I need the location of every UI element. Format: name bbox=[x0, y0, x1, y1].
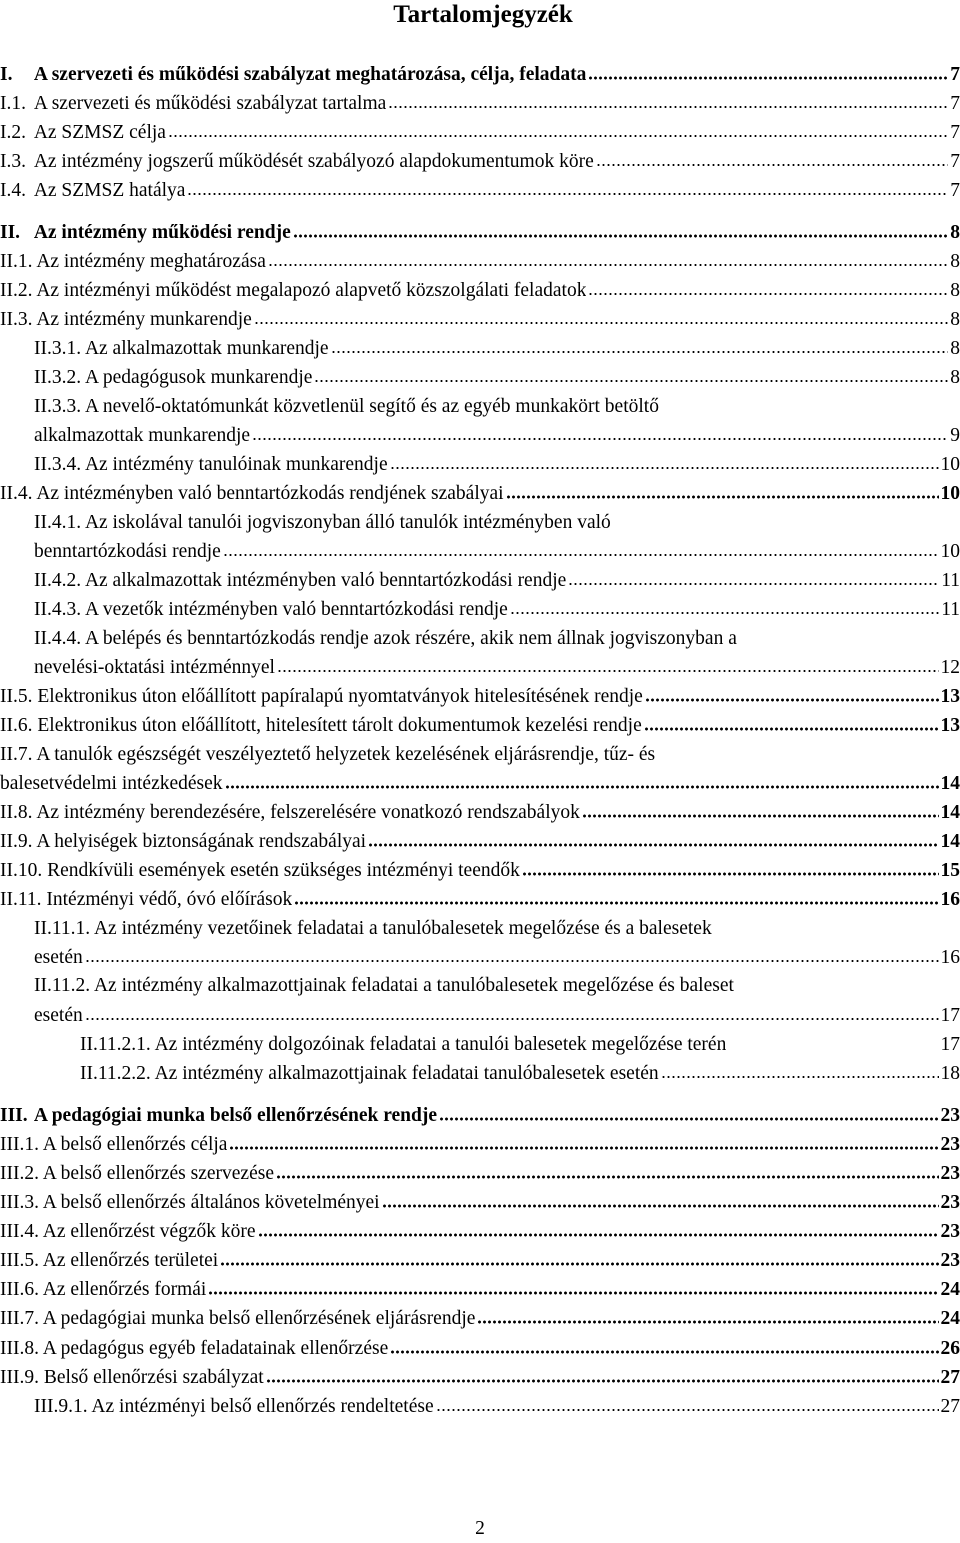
toc-entry-heading bbox=[80, 1031, 726, 1060]
toc-entry[interactable] bbox=[0, 1305, 960, 1334]
toc-entry-number: I.4. bbox=[0, 179, 26, 201]
toc-entry-heading bbox=[34, 393, 659, 422]
toc-entry-page: 24 bbox=[940, 1308, 960, 1330]
toc-entry-number: II.4.4. bbox=[34, 627, 82, 649]
dot-leader bbox=[506, 480, 939, 500]
toc-entry-heading bbox=[34, 567, 566, 596]
toc-entry-page: 14 bbox=[940, 772, 960, 794]
toc-entry[interactable] bbox=[0, 393, 960, 451]
dot-leader bbox=[588, 277, 948, 297]
toc-entry-title: A pedagógusok munkarendje bbox=[84, 367, 313, 389]
toc-entry[interactable] bbox=[0, 1030, 960, 1059]
toc-entry-heading bbox=[0, 61, 586, 90]
dot-leader bbox=[645, 682, 939, 702]
toc-entry-heading bbox=[34, 915, 712, 944]
toc-entry-number: III.7. bbox=[0, 1308, 39, 1330]
toc-entry-title-continued: nevelési-oktatási intézménnyel bbox=[34, 656, 275, 678]
toc-entry[interactable] bbox=[0, 682, 960, 711]
toc-entry-heading bbox=[0, 886, 292, 915]
toc-entry-page: 17 bbox=[940, 1004, 960, 1026]
toc-entry-page: 18 bbox=[940, 1062, 960, 1084]
toc-entry-number: III.4. bbox=[0, 1221, 39, 1243]
toc-entry-number: III.5. bbox=[0, 1250, 39, 1272]
toc-entry-number: III.1. bbox=[0, 1133, 39, 1155]
toc-entry-page: 9 bbox=[950, 425, 960, 447]
dot-leader bbox=[439, 1101, 939, 1121]
dot-leader bbox=[223, 538, 939, 558]
toc-entry-number: II.7. bbox=[0, 743, 33, 765]
toc-entry-number: I.1. bbox=[0, 92, 26, 114]
toc-entry-number: III.8. bbox=[0, 1337, 39, 1359]
toc-entry[interactable] bbox=[0, 335, 960, 364]
toc-entry-heading bbox=[0, 1276, 206, 1305]
toc-entry-title: Az intézmény alkalmazottjainak feladatai tanulóbalesetek esetén bbox=[154, 1062, 659, 1084]
dot-leader bbox=[268, 248, 948, 268]
toc-entry-title: Elektronikus úton előállított, hitelesített tárolt dokumentumok kezelési rendje bbox=[37, 715, 642, 737]
toc-entry-heading bbox=[0, 248, 266, 277]
dot-leader bbox=[382, 1189, 939, 1209]
toc-entry-page: 7 bbox=[950, 121, 960, 143]
toc-entry-heading bbox=[0, 1364, 264, 1393]
toc-entry-title: Az intézmény meghatározása bbox=[36, 251, 266, 273]
toc-entry[interactable] bbox=[0, 1363, 960, 1392]
toc-entry-number: III. bbox=[0, 1104, 28, 1126]
table-of-contents bbox=[0, 60, 960, 1421]
dot-leader bbox=[368, 827, 938, 847]
toc-entry-title-continued: esetén bbox=[34, 1004, 83, 1026]
toc-entry-title: A tanulók egészségét veszélyeztető helyzetek kezelésének eljárásrendje, tűz- és bbox=[36, 743, 656, 765]
toc-entry-heading bbox=[0, 1335, 388, 1364]
toc-entry-title: A nevelő-oktatómunkát közvetlenül segítő és az egyéb munkakört betöltő bbox=[84, 396, 659, 418]
toc-entry[interactable] bbox=[0, 1159, 960, 1188]
toc-entry[interactable] bbox=[0, 364, 960, 393]
toc-entry-title: Az iskolával tanulói jogviszonyban álló tanulók intézményben való bbox=[84, 511, 611, 533]
dot-leader bbox=[187, 176, 948, 196]
toc-entry-heading bbox=[0, 683, 643, 712]
toc-entry-title: A belső ellenőrzés célja bbox=[42, 1133, 228, 1155]
toc-entry-page: 11 bbox=[941, 570, 960, 592]
toc-entry-page: 13 bbox=[940, 685, 960, 707]
toc-entry-title: Az intézmény berendezésére, felszerelésére vonatkozó rendszabályok bbox=[36, 801, 580, 823]
toc-entry-page: 27 bbox=[940, 1395, 960, 1417]
dot-leader bbox=[168, 118, 948, 138]
toc-entry-number: II. bbox=[0, 221, 21, 243]
toc-entry[interactable] bbox=[0, 176, 960, 205]
toc-entry-number: III.9. bbox=[0, 1366, 39, 1388]
toc-entry[interactable] bbox=[0, 567, 960, 596]
dot-leader bbox=[390, 1334, 938, 1354]
toc-entry-heading bbox=[0, 277, 586, 306]
toc-entry-title: Az SZMSZ hatálya bbox=[33, 179, 186, 201]
toc-entry-heading bbox=[0, 1218, 256, 1247]
toc-entry-title: Intézményi védő, óvó előírások bbox=[46, 889, 293, 911]
toc-entry-title: Az intézmény működési rendje bbox=[33, 221, 291, 243]
toc-entry-number: III.2. bbox=[0, 1162, 39, 1184]
toc-entry-title: A belső ellenőrzés szervezése bbox=[42, 1162, 274, 1184]
toc-entry-title: Az intézmény tanulóinak munkarendje bbox=[84, 454, 388, 476]
toc-entry-number: II.3.1. bbox=[34, 338, 82, 360]
dot-leader bbox=[436, 1392, 939, 1412]
toc-entry-number: III.9.1. bbox=[34, 1395, 88, 1417]
toc-entry-page: 17 bbox=[940, 1033, 960, 1055]
toc-entry-title: Az intézmény alkalmazottjainak feladatai a tanulóbalesetek megelőzése és baleset bbox=[93, 975, 734, 997]
toc-entry-heading bbox=[0, 741, 655, 770]
dot-leader bbox=[252, 422, 948, 442]
toc-entry-title: Rendkívüli események esetén szükséges intézményi teendők bbox=[47, 860, 520, 882]
toc-entry-title: A pedagógus egyéb feladatainak ellenőrzése bbox=[42, 1337, 389, 1359]
toc-entry-number: II.1. bbox=[0, 251, 33, 273]
toc-entry-page: 27 bbox=[940, 1366, 960, 1388]
dot-leader bbox=[644, 712, 939, 732]
toc-entry-heading bbox=[0, 712, 642, 741]
toc-entry-title-continued: balesetvédelmi intézkedések bbox=[0, 772, 223, 794]
toc-entry-heading bbox=[34, 451, 388, 480]
toc-entry-title-continued: benntartózkodási rendje bbox=[34, 541, 221, 562]
toc-entry-page: 14 bbox=[940, 801, 960, 823]
dot-leader bbox=[276, 1159, 939, 1179]
toc-entry-page: 23 bbox=[940, 1162, 960, 1184]
toc-entry-page: 8 bbox=[950, 251, 960, 273]
dot-leader bbox=[596, 147, 949, 167]
toc-entry-title: Az ellenőrzést végzők köre bbox=[42, 1221, 256, 1243]
dot-leader bbox=[588, 60, 948, 80]
toc-entry-heading bbox=[0, 480, 504, 509]
toc-entry-number: II.11. bbox=[0, 889, 42, 911]
dot-leader bbox=[293, 218, 949, 238]
toc-entry-number: I. bbox=[0, 63, 13, 85]
toc-entry-page: 10 bbox=[940, 541, 960, 562]
toc-entry-number: II.11.2. bbox=[34, 975, 91, 997]
toc-entry-title-continued: esetén bbox=[34, 946, 83, 968]
toc-entry-page: 8 bbox=[950, 221, 960, 243]
toc-entry-heading bbox=[0, 1247, 218, 1276]
toc-entry-heading bbox=[34, 509, 611, 538]
toc-entry-heading bbox=[34, 1393, 434, 1422]
toc-entry-page: 7 bbox=[950, 92, 960, 114]
toc-entry-heading bbox=[0, 177, 185, 206]
toc-entry[interactable] bbox=[0, 60, 960, 89]
toc-entry-title: Az ellenőrzés formái bbox=[42, 1279, 207, 1301]
toc-entry-heading bbox=[0, 1160, 274, 1189]
dot-leader bbox=[208, 1276, 938, 1296]
toc-entry[interactable] bbox=[0, 1130, 960, 1159]
toc-entry-page: 13 bbox=[940, 715, 960, 737]
toc-entry-number: II.3.3. bbox=[34, 396, 82, 418]
dot-leader bbox=[728, 1030, 938, 1050]
toc-entry-page: 16 bbox=[940, 889, 960, 911]
toc-entry-title: Az intézmény jogszerű működését szabályozó alapdokumentumok köre bbox=[33, 150, 594, 172]
toc-entry-number: I.2. bbox=[0, 121, 26, 143]
toc-entry-heading bbox=[34, 625, 737, 654]
toc-entry[interactable] bbox=[0, 509, 960, 567]
toc-entry[interactable] bbox=[0, 596, 960, 625]
toc-entry-heading bbox=[0, 1305, 475, 1334]
toc-entry[interactable] bbox=[0, 1218, 960, 1247]
toc-entry-heading bbox=[0, 799, 580, 828]
toc-entry[interactable] bbox=[0, 915, 960, 973]
toc-entry-page: 16 bbox=[940, 946, 960, 968]
toc-entry-page: 8 bbox=[950, 309, 960, 331]
toc-entry-heading bbox=[0, 1131, 227, 1160]
dot-leader bbox=[477, 1305, 938, 1325]
dot-leader bbox=[582, 798, 939, 818]
toc-entry-title: Az SZMSZ célja bbox=[33, 121, 166, 143]
toc-entry-page: 23 bbox=[940, 1133, 960, 1155]
dot-leader bbox=[388, 89, 948, 109]
toc-entry-page: 11 bbox=[941, 599, 960, 621]
toc-entry[interactable] bbox=[0, 1059, 960, 1088]
toc-entry-page: 14 bbox=[940, 830, 960, 852]
toc-entry-heading bbox=[34, 364, 312, 393]
toc-entry-page: 15 bbox=[940, 860, 960, 882]
toc-entry-heading bbox=[0, 828, 366, 857]
toc-entry-title: A belépés és benntartózkodás rendje azok részére, akik nem állnak jogviszonyban a bbox=[84, 627, 737, 649]
toc-entry-title: Az intézmény dolgozóinak feladatai a tanulói balesetek megelőzése terén bbox=[154, 1033, 727, 1055]
toc-entry-title: A belső ellenőrzés általános követelményei bbox=[42, 1192, 380, 1214]
toc-entry-page: 10 bbox=[940, 454, 960, 476]
toc-entry[interactable] bbox=[0, 1101, 960, 1130]
toc-entry-number: I.3. bbox=[0, 150, 26, 172]
toc-entry-heading bbox=[0, 90, 386, 119]
toc-entry[interactable] bbox=[0, 827, 960, 856]
toc-entry-title: Az intézményi belső ellenőrzés rendeltetése bbox=[91, 1395, 434, 1417]
dot-leader bbox=[220, 1247, 938, 1267]
toc-entry[interactable] bbox=[0, 147, 960, 176]
toc-entry-page: 7 bbox=[950, 150, 960, 172]
toc-entry-heading bbox=[80, 1060, 659, 1089]
toc-entry[interactable] bbox=[0, 1189, 960, 1218]
toc-entry-title: Az intézmény munkarendje bbox=[36, 309, 252, 331]
toc-entry-number: II.10. bbox=[0, 860, 43, 882]
toc-entry-heading bbox=[34, 335, 329, 364]
toc-entry-number: II.2. bbox=[0, 280, 33, 302]
toc-entry-number: II.11.1. bbox=[34, 917, 91, 939]
toc-entry-heading bbox=[0, 148, 594, 177]
toc-entry[interactable] bbox=[0, 798, 960, 827]
toc-entry[interactable] bbox=[0, 972, 960, 1030]
toc-entry-page: 12 bbox=[940, 656, 960, 678]
toc-entry-title: A pedagógiai munka belső ellenőrzésének eljárásrendje bbox=[42, 1308, 476, 1330]
toc-entry-number: II.3.4. bbox=[34, 454, 82, 476]
toc-entry-number: II.4.1. bbox=[34, 511, 82, 533]
toc-entry-page: 23 bbox=[940, 1104, 960, 1126]
toc-entry-page: 23 bbox=[940, 1250, 960, 1272]
toc-entry-heading bbox=[0, 306, 252, 335]
dot-leader bbox=[254, 306, 948, 326]
dot-leader bbox=[331, 335, 949, 355]
toc-entry-title: Az alkalmazottak munkarendje bbox=[84, 338, 329, 360]
dot-leader bbox=[522, 857, 939, 877]
toc-entry-page: 23 bbox=[940, 1192, 960, 1214]
dot-leader bbox=[85, 943, 939, 963]
toc-entry[interactable] bbox=[0, 741, 960, 799]
toc-entry-page: 8 bbox=[950, 367, 960, 389]
toc-entry[interactable] bbox=[0, 712, 960, 741]
toc-entry-heading bbox=[34, 596, 508, 625]
toc-entry[interactable] bbox=[0, 118, 960, 147]
toc-entry-number: II.4. bbox=[0, 483, 33, 505]
toc-entry-heading bbox=[0, 119, 166, 148]
dot-leader bbox=[294, 886, 938, 906]
toc-entry-page: 24 bbox=[940, 1279, 960, 1301]
dot-leader bbox=[510, 596, 939, 616]
toc-entry-title: Az intézményben való benntartózkodás rendjének szabályai bbox=[36, 483, 504, 505]
toc-entry[interactable] bbox=[0, 480, 960, 509]
toc-entry-number: III.3. bbox=[0, 1192, 39, 1214]
toc-entry[interactable] bbox=[0, 248, 960, 277]
toc-entry-page: 10 bbox=[940, 483, 960, 505]
toc-entry-page: 7 bbox=[950, 179, 960, 201]
toc-entry-heading bbox=[0, 857, 520, 886]
toc-entry[interactable] bbox=[0, 218, 960, 247]
toc-entry[interactable] bbox=[0, 277, 960, 306]
toc-entry-number: II.6. bbox=[0, 715, 33, 737]
toc-entry-page: 23 bbox=[940, 1221, 960, 1243]
toc-entry-title: A szervezeti és működési szabályzat tartalma bbox=[33, 92, 387, 114]
dot-leader bbox=[314, 364, 948, 384]
toc-entry[interactable] bbox=[0, 306, 960, 335]
toc-entry-page: 26 bbox=[940, 1337, 960, 1359]
toc-entry-number: II.3. bbox=[0, 309, 33, 331]
toc-entry[interactable] bbox=[0, 886, 960, 915]
toc-entry[interactable] bbox=[0, 89, 960, 118]
toc-entry-heading bbox=[34, 972, 734, 1001]
dot-leader bbox=[85, 1001, 939, 1021]
toc-entry-number: II.9. bbox=[0, 830, 33, 852]
toc-entry-number: III.6. bbox=[0, 1279, 39, 1301]
toc-entry-title: Az alkalmazottak intézményben való benntartózkodási rendje bbox=[84, 570, 567, 592]
toc-entry-title: A pedagógiai munka belső ellenőrzésének rendje bbox=[33, 1104, 437, 1126]
toc-entry-number: II.11.2.1. bbox=[80, 1033, 151, 1055]
toc-entry-number: II.4.3. bbox=[34, 599, 82, 621]
dot-leader bbox=[661, 1059, 939, 1079]
dot-leader bbox=[258, 1218, 939, 1238]
dot-leader bbox=[390, 451, 939, 471]
toc-entry-title: A szervezeti és működési szabályzat meghatározása, célja, feladata bbox=[33, 63, 587, 85]
toc-entry-page: 7 bbox=[950, 63, 960, 85]
toc-entry-heading bbox=[0, 1102, 437, 1131]
toc-entry-number: II.11.2.2. bbox=[80, 1062, 151, 1084]
toc-entry-title: Az intézmény vezetőinek feladatai a tanulóbalesetek megelőzése és a balesetek bbox=[93, 917, 712, 939]
toc-entry[interactable] bbox=[0, 625, 960, 683]
dot-leader bbox=[568, 567, 939, 587]
dot-leader bbox=[225, 769, 939, 789]
toc-entry-title: A helyiségek biztonságának rendszabályai bbox=[36, 830, 367, 852]
toc-entry-number: II.8. bbox=[0, 801, 33, 823]
toc-entry-heading bbox=[0, 1189, 380, 1218]
toc-entry-number: II.5. bbox=[0, 685, 33, 707]
dot-leader bbox=[277, 653, 939, 673]
toc-entry-title: Az ellenőrzés területei bbox=[42, 1250, 219, 1272]
toc-entry-page: 8 bbox=[950, 338, 960, 360]
toc-entry-number: II.4.2. bbox=[34, 570, 82, 592]
toc-entry-title: Belső ellenőrzési szabályzat bbox=[43, 1366, 264, 1388]
toc-entry-number: II.3.2. bbox=[34, 367, 82, 389]
toc-entry-page: 8 bbox=[950, 280, 960, 302]
toc-entry[interactable] bbox=[0, 1276, 960, 1305]
dot-leader bbox=[266, 1363, 939, 1383]
toc-entry-title-continued: alkalmazottak munkarendje bbox=[34, 425, 251, 447]
toc-entry-title: Elektronikus úton előállított papíralapú nyomtatványok hitelesítésének rendje bbox=[37, 685, 643, 707]
toc-entry[interactable] bbox=[0, 1247, 960, 1276]
toc-entry-heading bbox=[0, 219, 291, 248]
page-number: 2 bbox=[475, 1518, 485, 1539]
toc-entry[interactable] bbox=[0, 1392, 960, 1421]
toc-entry-title: Az intézményi működést megalapozó alapvető közszolgálati feladatok bbox=[36, 280, 587, 302]
toc-entry[interactable] bbox=[0, 857, 960, 886]
toc-entry-title: A vezetők intézményben való benntartózkodási rendje bbox=[84, 599, 508, 621]
toc-entry[interactable] bbox=[0, 1334, 960, 1363]
page-title: Tartalomjegyzék bbox=[393, 1, 573, 28]
dot-leader bbox=[229, 1130, 938, 1150]
toc-entry[interactable] bbox=[0, 451, 960, 480]
